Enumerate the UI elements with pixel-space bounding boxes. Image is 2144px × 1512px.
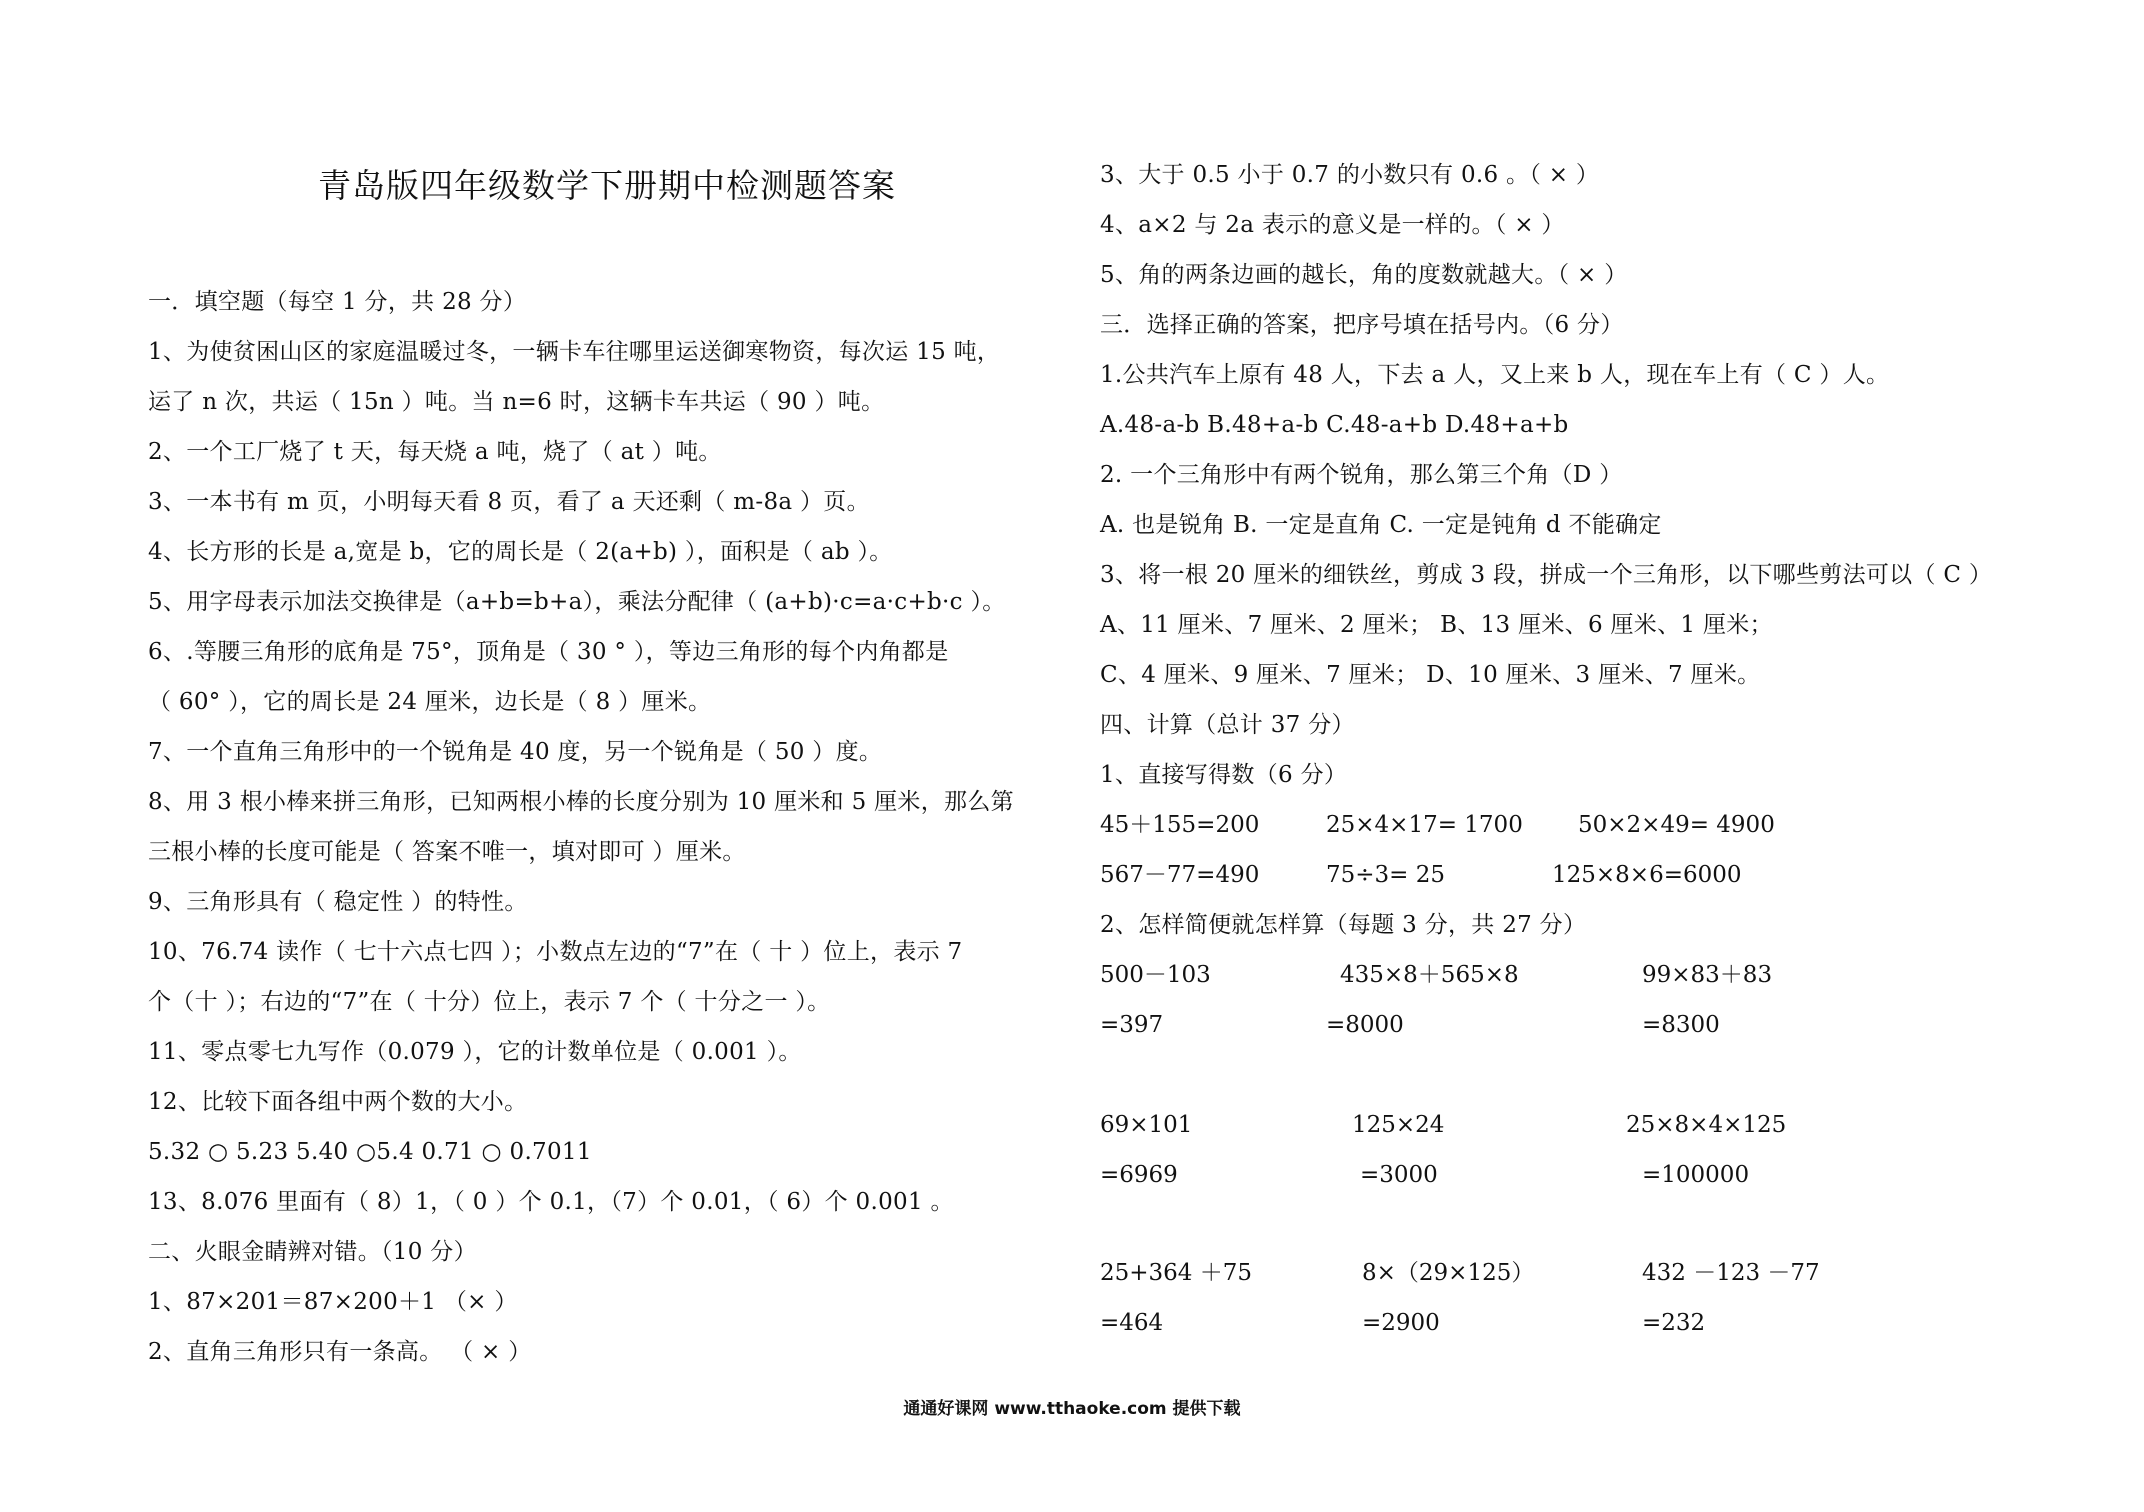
calc-item: 45＋155=200 [1100,812,1260,838]
subheading-simplify: 2、怎样简便就怎样算（每题 3 分，共 27 分） [1100,912,1587,938]
calc-item: 25×4×17= 1700 [1326,812,1523,838]
calc-item: 125×8×6=6000 [1552,862,1742,888]
answer-item: =2900 [1362,1310,1440,1336]
question-line: 10、76.74 读作（ 七十六点七四 ）；小数点左边的“7”在（ 十 ）位上，表示 7 [148,939,963,965]
calc-item: 25×8×4×125 [1626,1112,1787,1138]
section-heading-fill-in: 一．填空题（每空 1 分，共 28 分） [148,289,527,315]
choice-options: A、11 厘米、7 厘米、2 厘米； B、13 厘米、6 厘米、1 厘米； [1100,612,1773,638]
question-line: 运了 n 次，共运（ 15n ）吨。当 n=6 时，这辆卡车共运（ 90 ）吨。 [148,389,885,415]
calc-item: 432 －123 －77 [1642,1260,1820,1286]
answer-item: =6969 [1100,1162,1178,1188]
question-line: 1、为使贫困山区的家庭温暖过冬，一辆卡车往哪里运送御寒物资，每次运 15 吨， [148,339,1001,365]
question-line: 12、比较下面各组中两个数的大小。 [148,1089,528,1115]
calc-item: 125×24 [1352,1112,1445,1138]
calc-item: 50×2×49= 4900 [1578,812,1775,838]
section-heading-choice: 三．选择正确的答案，把序号填在括号内。（6 分） [1100,312,1624,338]
section-heading-calculation: 四、计算（总计 37 分） [1100,712,1355,738]
choice-options: A. 也是锐角 B. 一定是直角 C. 一定是钝角 d 不能确定 [1100,512,1662,538]
answer-item: =100000 [1642,1162,1750,1188]
choice-options: C、4 厘米、9 厘米、7 厘米； D、10 厘米、3 厘米、7 厘米。 [1100,662,1761,688]
question-line: 1、87×201＝87×200＋1 （× ） [148,1289,518,1315]
calc-item: 500－103 [1100,962,1211,988]
question-line: 3、将一根 20 厘米的细铁丝，剪成 3 段，拼成一个三角形，以下哪些剪法可以（ C ） [1100,562,1993,588]
calc-item: 25+364 ＋75 [1100,1260,1253,1286]
question-line: 9、三角形具有（ 稳定性 ）的特性。 [148,889,528,915]
footer-credit: 通通好课网 www.tthaoke.com 提供下载 [903,1399,1241,1419]
question-line: 3、一本书有 m 页，小明每天看 8 页，看了 a 天还剩（ m-8a ）页。 [148,489,870,515]
calc-item: 8×（29×125） [1362,1260,1535,1286]
calc-item: 567－77=490 [1100,862,1260,888]
question-line: 4、a×2 与 2a 表示的意义是一样的。（ × ） [1100,212,1565,238]
answer-item: =8300 [1642,1012,1720,1038]
question-line: 3、大于 0.5 小于 0.7 的小数只有 0.6 。（ × ） [1100,162,1600,188]
question-line: （ 60° ），它的周长是 24 厘米，边长是（ 8 ）厘米。 [148,689,712,715]
question-line: 7、一个直角三角形中的一个锐角是 40 度，另一个锐角是（ 50 ）度。 [148,739,883,765]
calc-item: 435×8＋565×8 [1340,962,1519,988]
answer-item: =397 [1100,1012,1164,1038]
page-title: 青岛版四年级数学下册期中检测题答案 [318,166,896,205]
answer-item: =3000 [1360,1162,1438,1188]
calc-item: 99×83＋83 [1642,962,1773,988]
subheading-direct: 1、直接写得数（6 分） [1100,762,1348,788]
question-line: 2、直角三角形只有一条高。 （ × ） [148,1339,532,1365]
choice-options: A.48-a-b B.48+a-b C.48-a+b D.48+a+b [1100,412,1569,438]
question-line: 个（十 ）；右边的“7”在（ 十分）位上，表示 7 个（ 十分之一 ）。 [148,989,831,1015]
question-line: 三根小棒的长度可能是（ 答案不唯一，填对即可 ）厘米。 [148,839,746,865]
question-line: 5、角的两条边画的越长，角的度数就越大。（ × ） [1100,262,1628,288]
question-line: 2、一个工厂烧了 t 天，每天烧 a 吨，烧了（ at ）吨。 [148,439,722,465]
calc-item: 69×101 [1100,1112,1193,1138]
answer-item: =464 [1100,1310,1164,1336]
question-line: 13、8.076 里面有（ 8）1，（ 0 ）个 0.1，（7）个 0.01，（ 6）个 0.001 。 [148,1189,954,1215]
comparison-line: 5.32 ○ 5.23 5.40 ○5.4 0.71 ○ 0.7011 [148,1139,592,1165]
answer-item: =232 [1642,1310,1706,1336]
section-heading-true-false: 二、火眼金睛辨对错。（10 分） [148,1239,477,1265]
question-line: 6、.等腰三角形的底角是 75°，顶角是（ 30 ° ），等边三角形的每个内角都是 [148,639,949,665]
answer-item: =8000 [1326,1012,1404,1038]
question-line: 5、用字母表示加法交换律是（a+b=b+a），乘法分配律（ (a+b)·c=a·c+b·c ）。 [148,589,1006,615]
calc-item: 75÷3= 25 [1326,862,1446,888]
question-line: 11、零点零七九写作（0.079 ），它的计数单位是（ 0.001 ）。 [148,1039,802,1065]
question-line: 8、用 3 根小棒来拼三角形，已知两根小棒的长度分别为 10 厘米和 5 厘米，那么第 [148,789,1014,815]
question-line: 4、长方形的长是 a,宽是 b，它的周长是（ 2(a+b) ），面积是（ ab ）。 [148,539,893,565]
question-line: 1.公共汽车上原有 48 人，下去 a 人，又上来 b 人，现在车上有（ C ）人。 [1100,362,1890,388]
question-line: 2. 一个三角形中有两个锐角，那么第三个角（D ） [1100,462,1623,488]
